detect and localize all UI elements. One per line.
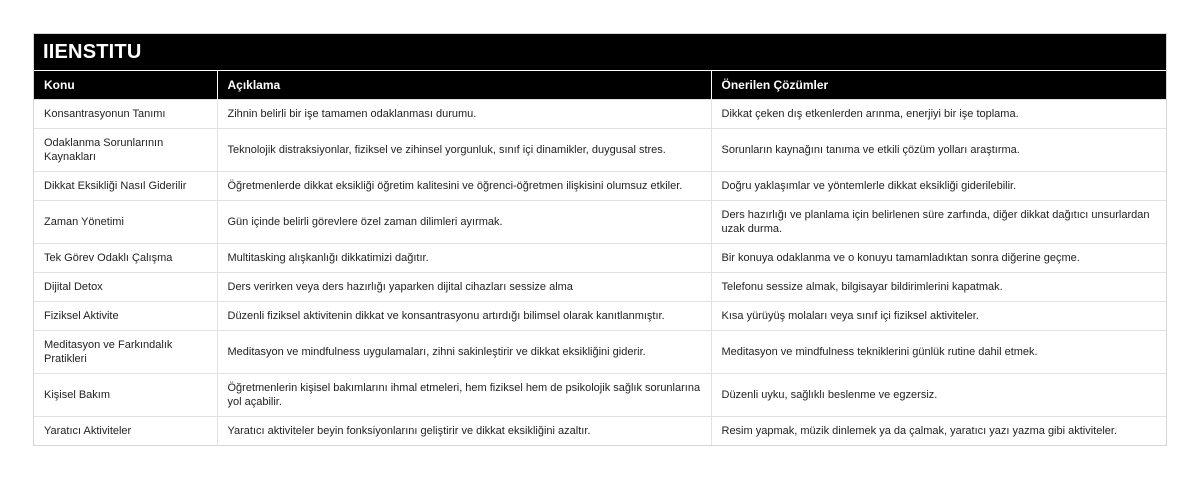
header-onerilen-cozumler: Önerilen Çözümler <box>711 71 1166 100</box>
cell-description: Zihnin belirli bir işe tamamen odaklanması durumu. <box>217 100 711 129</box>
cell-solution: Düzenli uyku, sağlıklı beslenme ve egzersiz. <box>711 374 1166 417</box>
cell-description: Öğretmenlerde dikkat eksikliği öğretim kalitesini ve öğrenci-öğretmen ilişkisini olumsuz etkiler. <box>217 172 711 201</box>
cell-topic: Zaman Yönetimi <box>34 201 217 244</box>
header-aciklama: Açıklama <box>217 71 711 100</box>
content-table-container <box>33 33 1167 446</box>
header-konu: Konu <box>34 71 217 100</box>
table-row <box>34 100 1166 129</box>
cell-topic: Odaklanma Sorunlarının Kaynakları <box>34 129 217 172</box>
table-row <box>34 129 1166 172</box>
cell-solution: Meditasyon ve mindfulness tekniklerini günlük rutine dahil etmek. <box>711 331 1166 374</box>
table-row <box>34 172 1166 201</box>
cell-description: Yaratıcı aktiviteler beyin fonksiyonlarını geliştirir ve dikkat eksikliğini azaltır. <box>217 417 711 446</box>
table-row <box>34 244 1166 273</box>
cell-description: Öğretmenlerin kişisel bakımlarını ihmal etmeleri, hem fiziksel hem de psikolojik sağlık sorunlarına yol açabilir. <box>217 374 711 417</box>
cell-description: Teknolojik distraksiyonlar, fiziksel ve zihinsel yorgunluk, sınıf içi dinamikler, duygusal stres. <box>217 129 711 172</box>
cell-topic: Fiziksel Aktivite <box>34 302 217 331</box>
cell-topic: Tek Görev Odaklı Çalışma <box>34 244 217 273</box>
cell-solution: Resim yapmak, müzik dinlemek ya da çalmak, yaratıcı yazı yazma gibi aktiviteler. <box>711 417 1166 446</box>
table-row <box>34 374 1166 417</box>
cell-solution: Telefonu sessize almak, bilgisayar bildirimlerini kapatmak. <box>711 273 1166 302</box>
cell-solution: Kısa yürüyüş molaları veya sınıf içi fiziksel aktiviteler. <box>711 302 1166 331</box>
cell-topic: Meditasyon ve Farkındalık Pratikleri <box>34 331 217 374</box>
cell-topic: Dikkat Eksikliği Nasıl Giderilir <box>34 172 217 201</box>
cell-description: Ders verirken veya ders hazırlığı yaparken dijital cihazları sessize alma <box>217 273 711 302</box>
cell-topic: Yaratıcı Aktiviteler <box>34 417 217 446</box>
table-row <box>34 302 1166 331</box>
table-row <box>34 273 1166 302</box>
table-row <box>34 417 1166 446</box>
table-header-row <box>34 71 1166 100</box>
table-row <box>34 201 1166 244</box>
cell-solution: Ders hazırlığı ve planlama için belirlenen süre zarfında, diğer dikkat dağıtıcı unsurlardan uzak durma. <box>711 201 1166 244</box>
cell-topic: Konsantrasyonun Tanımı <box>34 100 217 129</box>
cell-description: Gün içinde belirli görevlere özel zaman dilimleri ayırmak. <box>217 201 711 244</box>
cell-topic: Dijital Detox <box>34 273 217 302</box>
cell-description: Düzenli fiziksel aktivitenin dikkat ve konsantrasyonu artırdığı bilimsel olarak kanıtlanmıştır. <box>217 302 711 331</box>
cell-description: Meditasyon ve mindfulness uygulamaları, zihni sakinleştirir ve dikkat eksikliğini giderir. <box>217 331 711 374</box>
cell-solution: Bir konuya odaklanma ve o konuyu tamamladıktan sonra diğerine geçme. <box>711 244 1166 273</box>
topic-table <box>34 70 1166 445</box>
cell-solution: Sorunların kaynağını tanıma ve etkili çözüm yolları araştırma. <box>711 129 1166 172</box>
cell-solution: Dikkat çeken dış etkenlerden arınma, enerjiyi bir işe toplama. <box>711 100 1166 129</box>
brand-title: IIENSTITU <box>34 34 1166 70</box>
cell-topic: Kişisel Bakım <box>34 374 217 417</box>
cell-description: Multitasking alışkanlığı dikkatimizi dağıtır. <box>217 244 711 273</box>
cell-solution: Doğru yaklaşımlar ve yöntemlerle dikkat eksikliği giderilebilir. <box>711 172 1166 201</box>
table-row <box>34 331 1166 374</box>
